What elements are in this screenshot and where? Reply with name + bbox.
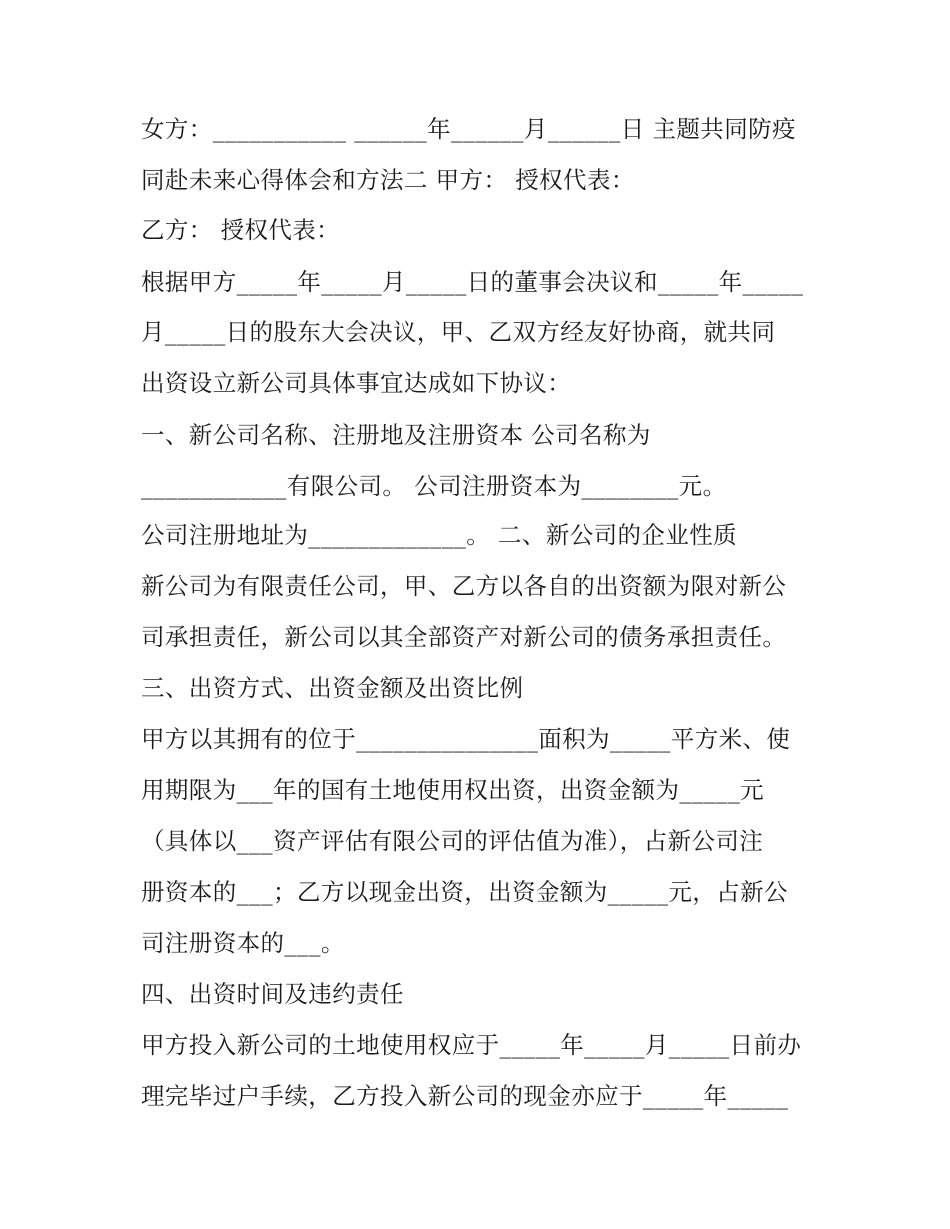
- text-line: 乙方： 授权代表：: [141, 216, 341, 244]
- text-line: 月_____日的股东大会决议，甲、乙双方经友好协商，就共同: [141, 318, 776, 346]
- text-line: 新公司为有限责任公司，甲、乙方以各自的出资额为限对新公: [141, 572, 787, 600]
- text-line: 司注册资本的___。: [141, 929, 345, 957]
- text-line: 女方：___________ ______年______月______日 主题共同防疫: [141, 115, 796, 143]
- text-line: 用期限为___年的国有土地使用权出资，出资金额为_____元: [141, 776, 764, 804]
- text-line: 公司注册地址为_____________。 二、新公司的企业性质: [141, 521, 738, 549]
- text-line: 册资本的___；乙方以现金出资，出资金额为_____元，占新公: [141, 878, 788, 906]
- text-line: 甲方以其拥有的位于_______________面积为_____平方米、使: [141, 725, 791, 753]
- text-line: 出资设立新公司具体事宜达成如下协议：: [141, 369, 572, 397]
- section-heading: 一、新公司名称、注册地及注册资本 公司名称为: [141, 421, 651, 449]
- section-heading: 四、出资时间及违约责任: [141, 980, 404, 1008]
- text-line: 理完毕过户手续，乙方投入新公司的现金亦应于_____年_____: [141, 1082, 789, 1110]
- text-line: 甲方投入新公司的土地使用权应于_____年_____月_____日前办: [141, 1031, 802, 1059]
- text-line: 司承担责任，新公司以其全部资产对新公司的债务承担责任。: [141, 623, 787, 651]
- text-line: 根据甲方_____年_____月_____日的董事会决议和_____年_____: [141, 268, 804, 296]
- text-line: （具体以___资产评估有限公司的评估值为准），占新公司注: [141, 827, 764, 855]
- section-heading: 三、出资方式、出资金额及出资比例: [141, 674, 524, 702]
- text-line: 同赴未来心得体会和方法二 甲方： 授权代表：: [141, 166, 635, 194]
- text-line: ____________有限公司。 公司注册资本为________元。: [141, 472, 727, 500]
